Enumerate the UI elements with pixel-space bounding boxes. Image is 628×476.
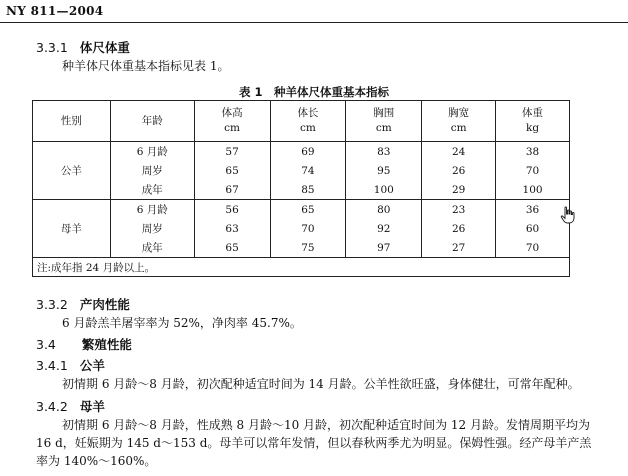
header-chest-girth: 胸围 cm: [346, 101, 422, 142]
value-cell: 26: [422, 161, 496, 180]
value-cell: 80: [346, 200, 422, 220]
value-cell: 57: [194, 142, 270, 162]
section-3-4-heading: [36, 335, 132, 353]
section-title: 产肉性能: [79, 297, 130, 312]
table-row: [33, 200, 570, 220]
table-row: [33, 180, 570, 200]
table-header-row: [33, 101, 570, 142]
section-3-3-1-heading: [36, 38, 130, 56]
table-row: [33, 238, 570, 258]
table-note: 注:成年指 24 月龄以上。: [33, 258, 570, 277]
value-cell: 70: [496, 238, 570, 258]
age-cell: 6 月龄: [110, 142, 194, 162]
table-note-row: [33, 258, 570, 277]
header-weight: 体重 kg: [496, 101, 570, 142]
section-number: 3.4.1: [36, 358, 68, 373]
value-cell: 100: [346, 180, 422, 200]
section-number: 3.3.1: [36, 40, 68, 55]
header-rule: [0, 22, 628, 23]
age-cell: 6 月龄: [110, 200, 194, 220]
section-3-3-2-text: 6 月龄羔羊屠宰率为 52%，净肉率 45.7%。: [62, 316, 302, 330]
age-cell: 成年: [110, 180, 194, 200]
value-cell: 27: [422, 238, 496, 258]
value-cell: 83: [346, 142, 422, 162]
header-length: 体长 cm: [270, 101, 346, 142]
value-cell: 97: [346, 238, 422, 258]
header-age: 年龄: [110, 101, 194, 142]
value-cell: 60: [496, 219, 570, 238]
section-title: 母羊: [79, 399, 105, 414]
hand-cursor-icon: [560, 206, 576, 224]
header-sex: 性别: [33, 101, 111, 142]
value-cell: 23: [422, 200, 496, 220]
age-cell: 周岁: [110, 161, 194, 180]
value-cell: 24: [422, 142, 496, 162]
value-cell: 65: [270, 200, 346, 220]
value-cell: 75: [270, 238, 346, 258]
section-3-3-2-heading: [36, 295, 130, 313]
section-3-4-2-line-3: 率为 140%～160%。: [36, 454, 157, 468]
section-3-4-2-line-1: 初情期 6 月龄～8 月龄，性成熟 8 月龄～10 月龄，初次配种适宜时间为 12 月龄。发情周期平均为: [62, 418, 590, 432]
sex-cell-ewe: 母羊: [33, 200, 111, 258]
header-chest-width: 胸宽 cm: [422, 101, 496, 142]
sex-cell-ram: 公羊: [33, 142, 111, 200]
section-number: 3.4: [36, 337, 56, 352]
table-row: [33, 142, 570, 162]
value-cell: 56: [194, 200, 270, 220]
value-cell: 63: [194, 219, 270, 238]
value-cell: 69: [270, 142, 346, 162]
value-cell: 38: [496, 142, 570, 162]
section-3-4-1-heading: [36, 356, 105, 374]
section-3-4-2-line-2: 16 d，妊娠期为 145 d～153 d。母羊可以常年发情，但以春秋两季尤为明显。保姆性强。经产母羊产羔: [36, 436, 592, 450]
age-cell: 周岁: [110, 219, 194, 238]
value-cell: 29: [422, 180, 496, 200]
section-number: 3.3.2: [36, 297, 68, 312]
value-cell: 26: [422, 219, 496, 238]
value-cell: 95: [346, 161, 422, 180]
section-3-3-1-text: 种羊体尺体重基本指标见表 1。: [62, 59, 230, 73]
value-cell: 74: [270, 161, 346, 180]
age-cell: 成年: [110, 238, 194, 258]
value-cell: 36: [496, 200, 570, 220]
value-cell: 70: [270, 219, 346, 238]
section-number: 3.4.2: [36, 399, 68, 414]
table-caption: 表 1 种羊体尺体重基本指标: [238, 85, 389, 99]
value-cell: 67: [194, 180, 270, 200]
value-cell: 100: [496, 180, 570, 200]
section-3-4-2-heading: [36, 397, 105, 415]
section-3-4-1-text: 初情期 6 月龄～8 月龄，初次配种适宜时间为 14 月龄。公羊性欲旺盛，身体健壮，可常年配种。: [62, 377, 580, 391]
section-title: 公羊: [79, 358, 105, 373]
table-row: [33, 161, 570, 180]
value-cell: 70: [496, 161, 570, 180]
metrics-table: [32, 100, 570, 277]
value-cell: 65: [194, 238, 270, 258]
value-cell: 85: [270, 180, 346, 200]
value-cell: 92: [346, 219, 422, 238]
section-title: 繁殖性能: [81, 337, 132, 352]
document-code: NY 811—2004: [6, 4, 104, 18]
table-row: [33, 219, 570, 238]
header-height: 体高 cm: [194, 101, 270, 142]
value-cell: 65: [194, 161, 270, 180]
section-title: 体尺体重: [79, 40, 130, 55]
